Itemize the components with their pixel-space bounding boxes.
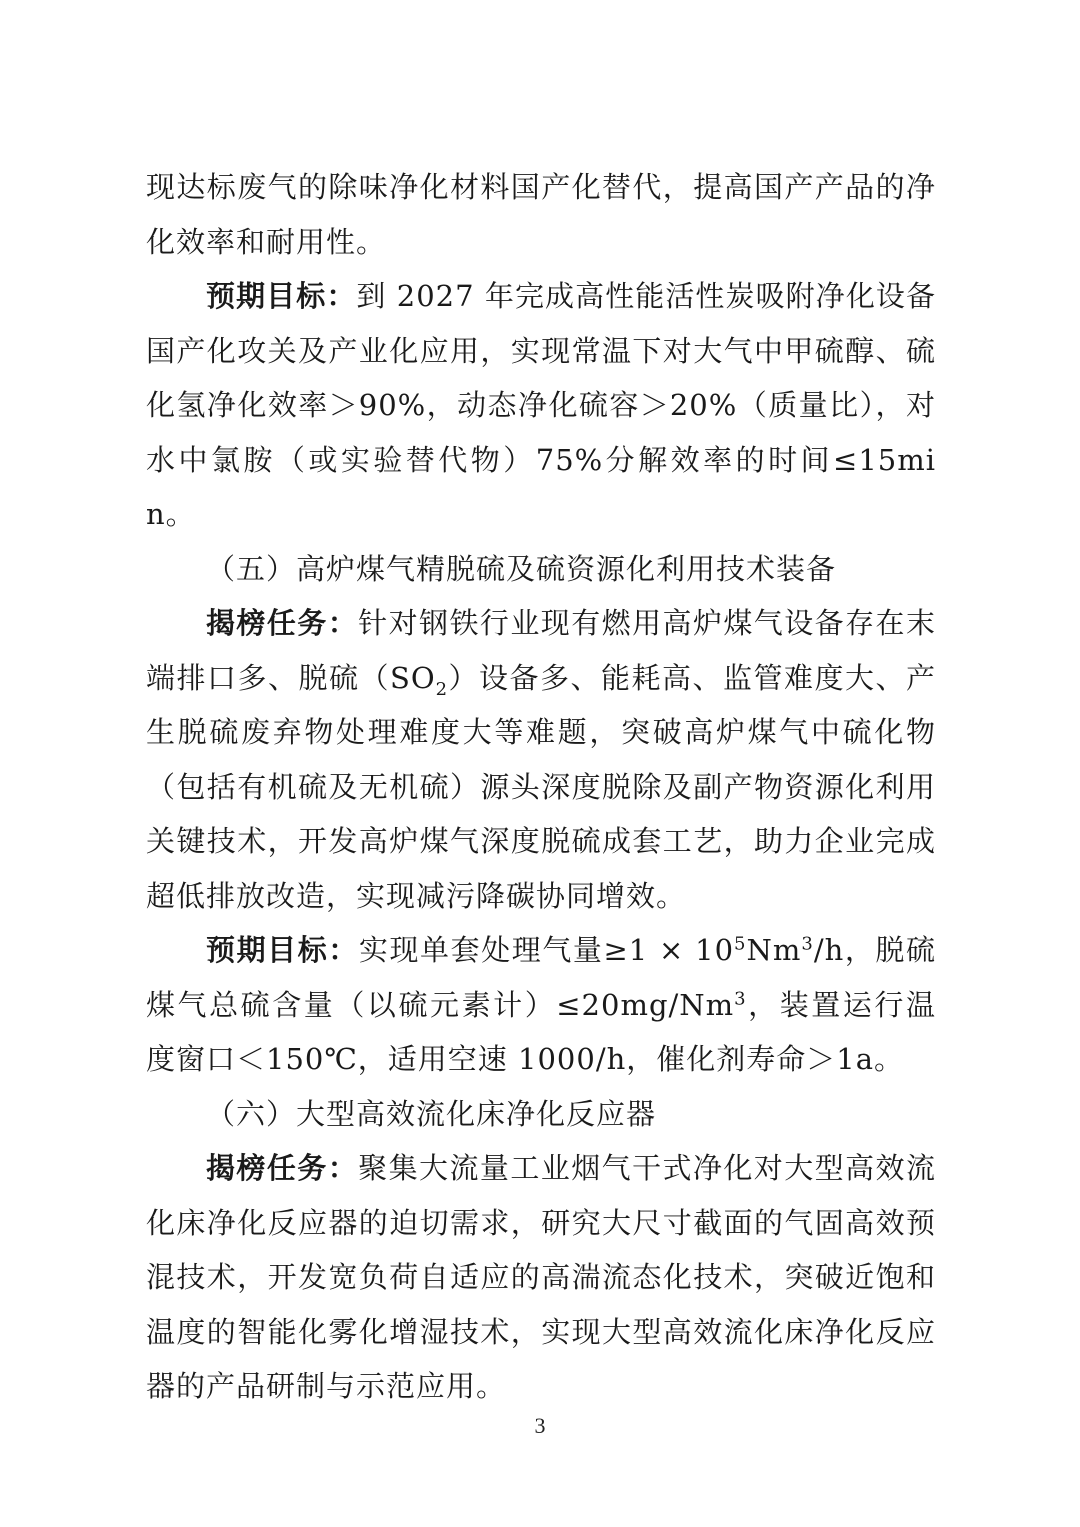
- paragraph-text: ）设备多、能耗高、监管难度大、产生脱硫废弃物处理难度大等难题，突破高炉煤气中硫化物（包括有机硫及无机硫）源头深度脱除及副产物资源化利用关键技术，开发高炉煤气深度脱硫成套工艺，助力企业完成超低排放改造，实现减污降碳协同增效。: [146, 660, 936, 913]
- paragraph-lead: 预期目标：: [206, 933, 359, 967]
- paragraph-expected-goal-4: [146, 269, 936, 542]
- paragraph-text: 聚集大流量工业烟气干式净化对大型高效流化床净化反应器的迫切需求，研究大尺寸截面的气固高效预混技术，开发宽负荷自适应的高湍流态化技术，突破近饱和温度的智能化雾化增湿技术，实现大型高效流化床净化反应器的产品研制与示范应用。: [146, 1151, 936, 1403]
- paragraph-continuation: [146, 160, 936, 269]
- superscript: 3: [734, 987, 747, 1009]
- section-heading-6: [146, 1087, 936, 1142]
- paragraph-text: 到 2027 年完成高性能活性炭吸附净化设备国产化攻关及产业化应用，实现常温下对大气中甲硫醇、硫化氢净化效率＞90%，动态净化硫容＞20%（质量比），对水中氯胺（或实验替代物）75%分解效率的时间≤15min。: [146, 279, 936, 531]
- document-body: [146, 160, 936, 1414]
- superscript: 3: [801, 933, 814, 955]
- paragraph-text: 现达标废气的除味净化材料国产化替代，提高国产产品的净化效率和耐用性。: [146, 170, 936, 259]
- page-number: 3: [534, 1413, 546, 1438]
- section-heading-5: [146, 542, 936, 597]
- section-heading-text: （五）高炉煤气精脱硫及硫资源化利用技术装备: [206, 551, 837, 586]
- subscript: 2: [435, 678, 449, 700]
- paragraph-text: ，装置运行温度窗口＜150℃，适用空速 1000/h，催化剂寿命＞1a。: [146, 987, 936, 1076]
- section-heading-text: （六）大型高效流化床净化反应器: [206, 1096, 657, 1131]
- paragraph-text: Nm: [746, 933, 802, 967]
- paragraph-lead: 揭榜任务：: [206, 606, 359, 640]
- paragraph-text: 实现单套处理气量≥1 × 10: [358, 933, 735, 967]
- superscript: 5: [734, 933, 747, 955]
- paragraph-text: 针对钢铁行业现有燃用高炉煤气设备存在末端排口多、脱硫（SO: [146, 606, 936, 695]
- paragraph-text: /h，脱硫煤气总硫含量（以硫元素计）≤20mg/Nm: [146, 933, 937, 1022]
- paragraph-lead: 揭榜任务：: [206, 1151, 359, 1185]
- paragraph-lead: 预期目标：: [206, 279, 357, 313]
- paragraph-expected-goal-5: [146, 923, 936, 1087]
- paragraph-task-5: [146, 596, 936, 923]
- paragraph-task-6: [146, 1141, 936, 1414]
